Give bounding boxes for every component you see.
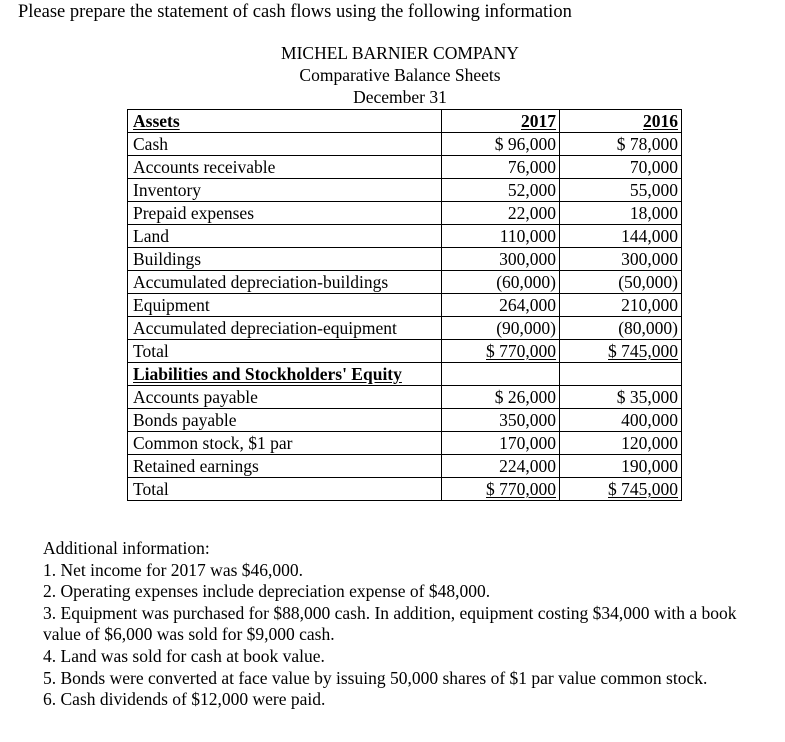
table-row (128, 294, 682, 317)
statement-title: Comparative Balance Sheets (299, 65, 501, 85)
value-2017: $ 96,000 (442, 133, 560, 156)
row-label: Equipment (128, 294, 442, 317)
value-2016: (80,000) (560, 317, 682, 340)
table-row (128, 386, 682, 409)
value-2017: 224,000 (442, 455, 560, 478)
table-row (128, 432, 682, 455)
row-label: Accounts receivable (128, 156, 442, 179)
column-header-2017: 2017 (442, 110, 560, 133)
row-label: Common stock, $1 par (128, 432, 442, 455)
table-row (128, 271, 682, 294)
info-item: 1. Net income for 2017 was $46,000. (43, 559, 304, 580)
value-2016: $ 35,000 (560, 386, 682, 409)
table-row (128, 455, 682, 478)
info-item: 3. Equipment was purchased for $88,000 cash. In addition, equipment costing $34,000 with a book value of $6,000 was sold for $9,000 cash. (43, 602, 737, 645)
empty-cell (560, 363, 682, 386)
table-row (128, 225, 682, 248)
table-row (128, 202, 682, 225)
total-2017-value: $ 770,000 (486, 479, 556, 499)
table-row (128, 179, 682, 202)
value-2016: 300,000 (560, 248, 682, 271)
liabilities-total-row (128, 478, 682, 501)
value-2016: 400,000 (560, 409, 682, 432)
value-2017: 170,000 (442, 432, 560, 455)
value-2016: 210,000 (560, 294, 682, 317)
value-2016: 190,000 (560, 455, 682, 478)
statement-date: December 31 (353, 87, 447, 107)
liabilities-header-text: Liabilities and Stockholders' Equity (133, 364, 402, 384)
table-row (128, 409, 682, 432)
value-2016: 120,000 (560, 432, 682, 455)
total-label: Total (128, 478, 442, 501)
total-2017 (442, 478, 560, 501)
row-label: Accumulated depreciation-buildings (128, 271, 442, 294)
row-label: Prepaid expenses (128, 202, 442, 225)
total-2016-value: $ 745,000 (608, 479, 678, 499)
info-item: 6. Cash dividends of $12,000 were paid. (43, 689, 326, 710)
row-label: Bonds payable (128, 409, 442, 432)
liabilities-header-row (128, 363, 682, 386)
row-label: Accounts payable (128, 386, 442, 409)
column-header-2016: 2016 (560, 110, 682, 133)
value-2017: 300,000 (442, 248, 560, 271)
total-label: Total (128, 340, 442, 363)
value-2016: (50,000) (560, 271, 682, 294)
total-2017 (442, 340, 560, 363)
value-2016: 18,000 (560, 202, 682, 225)
additional-information (43, 538, 763, 711)
row-label: Buildings (128, 248, 442, 271)
row-label: Retained earnings (128, 455, 442, 478)
value-2017: 350,000 (442, 409, 560, 432)
company-name: MICHEL BARNIER COMPANY (281, 43, 519, 63)
row-label: Land (128, 225, 442, 248)
value-2017: $ 26,000 (442, 386, 560, 409)
value-2017: 76,000 (442, 156, 560, 179)
table-row (128, 156, 682, 179)
info-item: 5. Bonds were converted at face value by issuing 50,000 shares of $1 par value common stock. (43, 667, 708, 688)
liabilities-header (128, 363, 442, 386)
row-label: Inventory (128, 179, 442, 202)
info-item: 2. Operating expenses include depreciation expense of $48,000. (43, 581, 491, 602)
total-2016 (560, 478, 682, 501)
value-2016: 70,000 (560, 156, 682, 179)
header-row (128, 110, 682, 133)
balance-sheet-table (127, 109, 682, 501)
table-row (128, 248, 682, 271)
assets-header: Assets (128, 110, 442, 133)
total-2016 (560, 340, 682, 363)
empty-cell (442, 363, 560, 386)
value-2016: $ 78,000 (560, 133, 682, 156)
total-2017-value: $ 770,000 (486, 341, 556, 361)
table-row (128, 317, 682, 340)
value-2016: 55,000 (560, 179, 682, 202)
value-2016: 144,000 (560, 225, 682, 248)
value-2017: 22,000 (442, 202, 560, 225)
table-row (128, 133, 682, 156)
total-2016-value: $ 745,000 (608, 341, 678, 361)
additional-title: Additional information: (43, 538, 210, 558)
value-2017: 52,000 (442, 179, 560, 202)
value-2017: 110,000 (442, 225, 560, 248)
value-2017: (60,000) (442, 271, 560, 294)
value-2017: (90,000) (442, 317, 560, 340)
row-label: Accumulated depreciation-equipment (128, 317, 442, 340)
assets-total-row (128, 340, 682, 363)
value-2017: 264,000 (442, 294, 560, 317)
info-item: 4. Land was sold for cash at book value. (43, 645, 325, 666)
question-prompt: Please prepare the statement of cash flows using the following information (18, 2, 572, 22)
row-label: Cash (128, 133, 442, 156)
